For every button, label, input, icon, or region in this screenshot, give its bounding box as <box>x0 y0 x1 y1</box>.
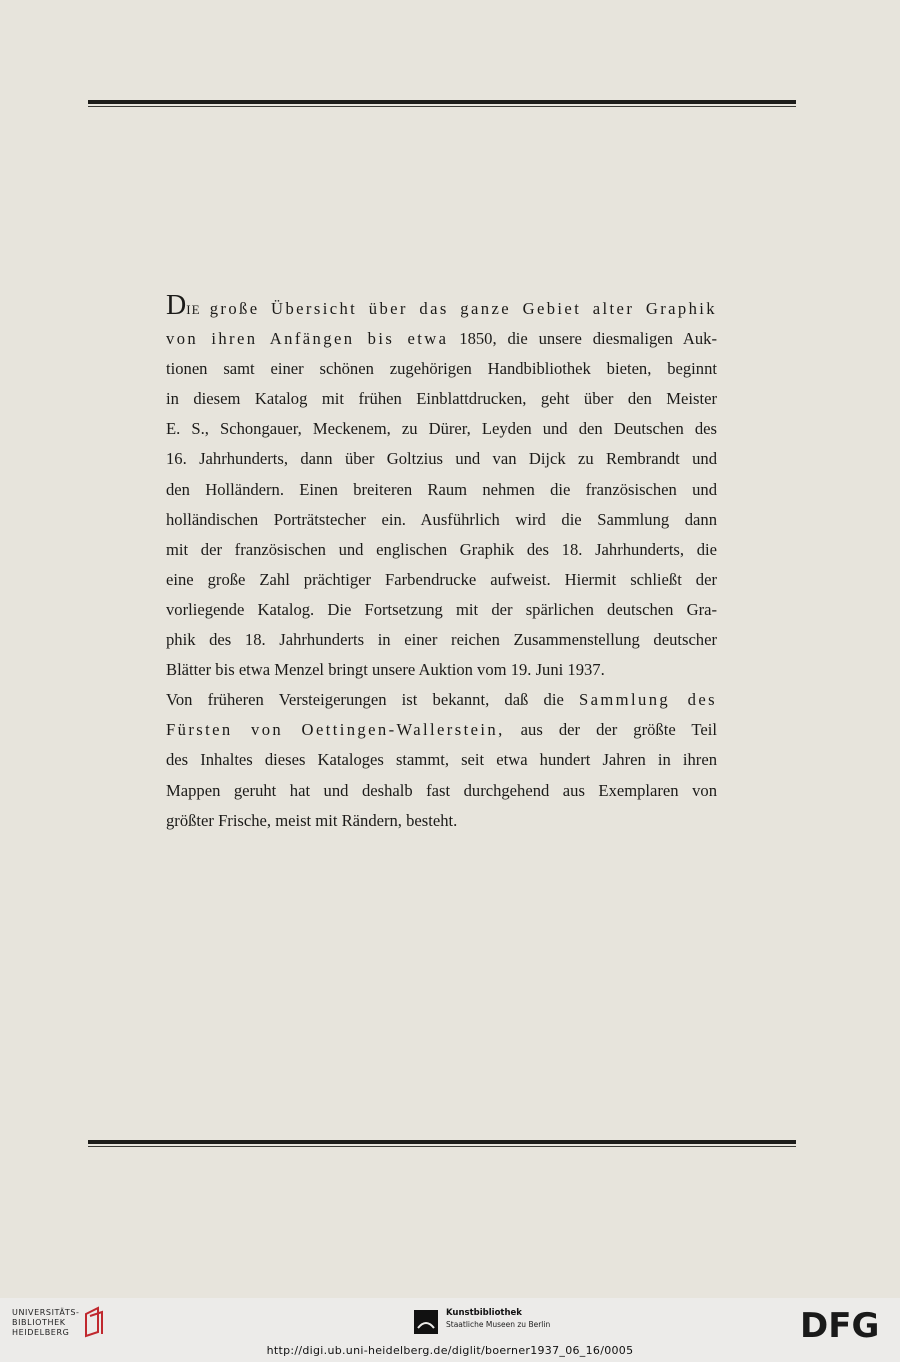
text-line: Fürsten von Oettingen-Wallerstein, aus der der größte Teil <box>166 720 717 740</box>
text-line: DIE große Übersicht über das ganze Gebiet alter Graphik <box>166 290 718 321</box>
heidelberg-logo-icon[interactable] <box>82 1306 106 1338</box>
text-line: den Holländern. Einen breiteren Raum nehmen die französischen und <box>166 479 717 499</box>
text-line: in diesem Katalog mit frühen Einblattdrucken, geht über den Meister <box>166 389 717 409</box>
text-line: phik des 18. Jahrhunderts in einer reichen Zusammenstellung deutscher <box>166 630 717 650</box>
bottom-rule <box>88 1140 796 1147</box>
svg-text:DFG: DFG <box>800 1306 880 1342</box>
text-line: tionen samt einer schönen zugehörigen Handbibliothek bieten, beginnt <box>166 359 717 379</box>
text-line: vorliegende Katalog. Die Fortsetzung mit der spärlichen deutschen Gra- <box>166 599 717 619</box>
text-line: holländischen Porträtstecher ein. Ausführlich wird die Sammlung dann <box>166 509 717 529</box>
university-library-name[interactable]: UNIVERSITÄTS- BIBLIOTHEK HEIDELBERG <box>12 1308 80 1337</box>
body-text <box>166 290 718 836</box>
text-line: Von früheren Versteigerungen ist bekannt, daß die Sammlung des <box>166 690 717 710</box>
text-line: mit der französischen und englischen Graphik des 18. Jahrhunderts, die <box>166 539 717 559</box>
kunstbibliothek-icon <box>412 1308 440 1336</box>
text-line: Blätter bis etwa Menzel bringt unsere Auktion vom 19. Juni 1937. <box>166 660 605 680</box>
footer-bar: UNIVERSITÄTS- BIBLIOTHEK HEIDELBERG Kunstbibliothek Staatliche Museen zu Berlin DFG http://digi.ub.uni-heidelberg.de/diglit/boerner1937_06_16/0005 <box>0 1298 900 1362</box>
text-line: Mappen geruht hat und deshalb fast durchgehend aus Exemplaren von <box>166 780 717 800</box>
text-line: des Inhaltes dieses Kataloges stammt, seit etwa hundert Jahren in ihren <box>166 750 717 770</box>
drop-cap: D <box>166 290 187 321</box>
dfg-logo-icon[interactable] <box>798 1306 890 1342</box>
permalink-url[interactable]: http://digi.ub.uni-heidelberg.de/diglit/boerner1937_06_16/0005 <box>266 1344 634 1357</box>
text-line: größter Frische, meist mit Rändern, besteht. <box>166 810 458 830</box>
top-rule <box>88 100 796 107</box>
text-line: 16. Jahrhunderts, dann über Goltzius und van Dijck zu Rembrandt und <box>166 449 717 469</box>
text-line: von ihren Anfängen bis etwa 1850, die unsere diesmaligen Auk- <box>166 329 717 349</box>
text-line: E. S., Schongauer, Meckenem, zu Dürer, Leyden und den Deutschen des <box>166 419 717 439</box>
text-line: eine große Zahl prächtiger Farbendrucke aufweist. Hiermit schließt der <box>166 569 717 589</box>
